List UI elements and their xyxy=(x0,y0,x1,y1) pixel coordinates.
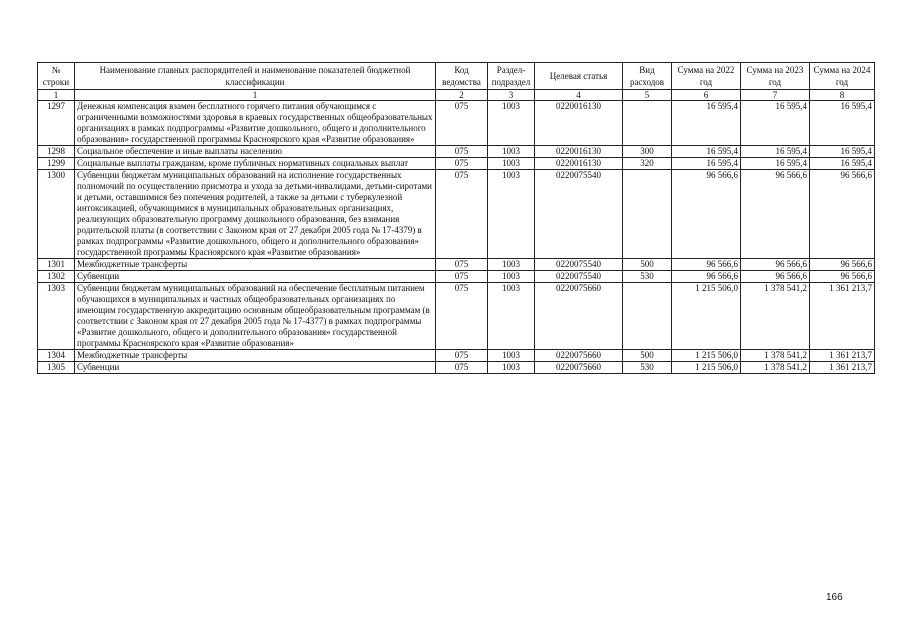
row-section: 1003 xyxy=(488,170,535,259)
row-section: 1003 xyxy=(488,158,535,170)
header-section: Раздел-подраздел xyxy=(488,63,535,90)
table-row xyxy=(38,170,875,259)
row-dept-code: 075 xyxy=(436,259,488,271)
row-target: 0220016130 xyxy=(535,146,623,158)
row-sum-2024: 16 595,4 xyxy=(810,101,875,146)
row-sum-2022: 16 595,4 xyxy=(672,101,741,146)
row-sum-2024: 96 566,6 xyxy=(810,170,875,259)
row-dept-code: 075 xyxy=(436,283,488,350)
header-name: Наименование главных распорядителей и наименование показателей бюджетной классификации xyxy=(75,63,436,90)
row-sum-2022: 1 215 506,0 xyxy=(672,283,741,350)
table-body xyxy=(38,101,875,374)
table-row xyxy=(38,350,875,362)
row-number: 1301 xyxy=(38,259,75,271)
row-sum-2024: 16 595,4 xyxy=(810,158,875,170)
table-row xyxy=(38,158,875,170)
col-number: 1 xyxy=(75,90,436,101)
row-number: 1300 xyxy=(38,170,75,259)
table-row xyxy=(38,259,875,271)
row-sum-2024: 96 566,6 xyxy=(810,271,875,283)
row-number: 1303 xyxy=(38,283,75,350)
col-number: 7 xyxy=(741,90,810,101)
row-expense-type xyxy=(623,101,672,146)
row-sum-2024: 1 361 213,7 xyxy=(810,362,875,374)
table-header-row xyxy=(38,63,875,90)
row-sum-2023: 96 566,6 xyxy=(741,170,810,259)
header-sum-2023: Сумма на 2023 год xyxy=(741,63,810,90)
col-number: 2 xyxy=(436,90,488,101)
row-sum-2022: 1 215 506,0 xyxy=(672,350,741,362)
header-row-no: № строки xyxy=(38,63,75,90)
row-sum-2023: 16 595,4 xyxy=(741,146,810,158)
row-sum-2024: 16 595,4 xyxy=(810,146,875,158)
table-row xyxy=(38,362,875,374)
table-row xyxy=(38,271,875,283)
row-name: Социальное обеспечение и иные выплаты населению xyxy=(75,146,436,158)
row-section: 1003 xyxy=(488,283,535,350)
row-target: 0220075540 xyxy=(535,259,623,271)
row-section: 1003 xyxy=(488,146,535,158)
row-target: 0220075660 xyxy=(535,283,623,350)
header-target: Целевая статья xyxy=(535,63,623,90)
row-name: Субвенции xyxy=(75,271,436,283)
row-number: 1304 xyxy=(38,350,75,362)
row-sum-2023: 16 595,4 xyxy=(741,158,810,170)
row-expense-type xyxy=(623,283,672,350)
row-section: 1003 xyxy=(488,259,535,271)
row-number: 1305 xyxy=(38,362,75,374)
row-sum-2022: 1 215 506,0 xyxy=(672,362,741,374)
row-sum-2022: 16 595,4 xyxy=(672,146,741,158)
row-dept-code: 075 xyxy=(436,170,488,259)
header-dept-code: Код ведомства xyxy=(436,63,488,90)
row-name: Межбюджетные трансферты xyxy=(75,259,436,271)
row-section: 1003 xyxy=(488,271,535,283)
row-sum-2022: 16 595,4 xyxy=(672,158,741,170)
row-name: Денежная компенсация взамен бесплатного горячего питания обучающимся с ограниченными возможностями здоровья в краевых государственных общеобразовательных организациях в рамках подпрограммы «Развитие дошкольного, общего и дополнительного образования» государственной программы Красноярского края «Развитие образования» xyxy=(75,101,436,146)
row-sum-2023: 16 595,4 xyxy=(741,101,810,146)
row-expense-type: 300 xyxy=(623,146,672,158)
col-number: 4 xyxy=(535,90,623,101)
row-sum-2024: 96 566,6 xyxy=(810,259,875,271)
row-sum-2023: 1 378 541,2 xyxy=(741,350,810,362)
row-expense-type: 500 xyxy=(623,259,672,271)
row-dept-code: 075 xyxy=(436,271,488,283)
row-dept-code: 075 xyxy=(436,350,488,362)
row-target: 0220016130 xyxy=(535,158,623,170)
row-expense-type: 320 xyxy=(623,158,672,170)
row-number: 1297 xyxy=(38,101,75,146)
row-number: 1299 xyxy=(38,158,75,170)
page-number: 166 xyxy=(826,592,843,603)
row-name: Социальные выплаты гражданам, кроме публичных нормативных социальных выплат xyxy=(75,158,436,170)
row-name: Межбюджетные трансферты xyxy=(75,350,436,362)
row-section: 1003 xyxy=(488,101,535,146)
row-sum-2023: 1 378 541,2 xyxy=(741,283,810,350)
col-number: 5 xyxy=(623,90,672,101)
header-sum-2024: Сумма на 2024 год xyxy=(810,63,875,90)
row-section: 1003 xyxy=(488,362,535,374)
row-dept-code: 075 xyxy=(436,158,488,170)
row-sum-2022: 96 566,6 xyxy=(672,259,741,271)
row-name: Субвенции бюджетам муниципальных образований на обеспечение бесплатным питанием обучающихся в муниципальных и частных общеобразовательных организациях по имеющим государственную аккредитацию основным общеобразовательным программам (в соответствии с Законом края от 27 декабря 2005 года № 17-4377) в рамках подпрограммы «Развитие дошкольного, общего и дополнительного образования» государственной программы Красноярского края «Развитие образования» xyxy=(75,283,436,350)
row-dept-code: 075 xyxy=(436,101,488,146)
row-target: 0220075540 xyxy=(535,271,623,283)
row-target: 0220075660 xyxy=(535,362,623,374)
row-sum-2023: 1 378 541,2 xyxy=(741,362,810,374)
table-row xyxy=(38,146,875,158)
row-number: 1302 xyxy=(38,271,75,283)
table-row xyxy=(38,101,875,146)
row-sum-2022: 96 566,6 xyxy=(672,170,741,259)
col-number: 8 xyxy=(810,90,875,101)
row-target: 0220016130 xyxy=(535,101,623,146)
row-number: 1298 xyxy=(38,146,75,158)
row-expense-type: 530 xyxy=(623,271,672,283)
row-target: 0220075540 xyxy=(535,170,623,259)
row-dept-code: 075 xyxy=(436,362,488,374)
row-expense-type: 500 xyxy=(623,350,672,362)
row-dept-code: 075 xyxy=(436,146,488,158)
table-row xyxy=(38,283,875,350)
header-sum-2022: Сумма на 2022 год xyxy=(672,63,741,90)
budget-table xyxy=(37,62,875,374)
row-section: 1003 xyxy=(488,350,535,362)
row-name: Субвенции xyxy=(75,362,436,374)
row-name: Субвенции бюджетам муниципальных образований на исполнение государственных полномочий по осуществлению присмотра и ухода за детьми-инвалидами, детьми-сиротами и детьми, оставшимися без попечения родителей, а также за детьми с туберкулезной интоксикацией, обучающимися в муниципальных образовательных организациях, реализующих образовательную программу дошкольного образования, без взимания родительской платы (в соответствии с Законом края от 27 декабря 2005 года № 17-4379) в рамках подпрограммы «Развитие дошкольного, общего и дополнительного образования» государственной программы Красноярского края «Развитие образования» xyxy=(75,170,436,259)
row-expense-type xyxy=(623,170,672,259)
col-number: 6 xyxy=(672,90,741,101)
row-sum-2023: 96 566,6 xyxy=(741,259,810,271)
row-sum-2022: 96 566,6 xyxy=(672,271,741,283)
col-number: 1 xyxy=(38,90,75,101)
row-sum-2023: 96 566,6 xyxy=(741,271,810,283)
col-number: 3 xyxy=(488,90,535,101)
row-expense-type: 530 xyxy=(623,362,672,374)
column-number-row xyxy=(38,90,875,101)
row-target: 0220075660 xyxy=(535,350,623,362)
header-expense-type: Вид расходов xyxy=(623,63,672,90)
row-sum-2024: 1 361 213,7 xyxy=(810,350,875,362)
row-sum-2024: 1 361 213,7 xyxy=(810,283,875,350)
